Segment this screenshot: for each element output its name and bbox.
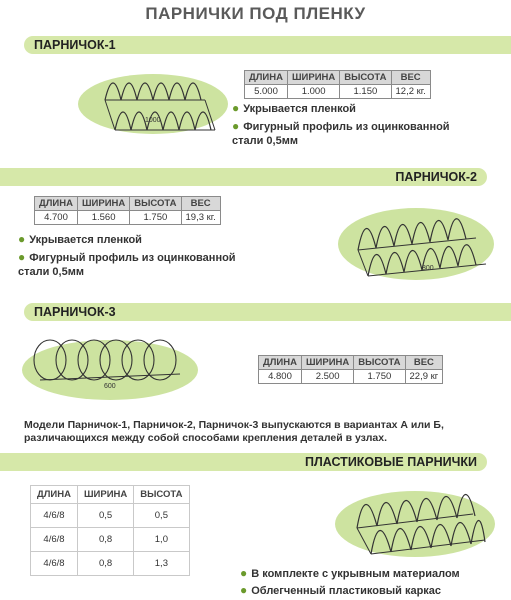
- bullet-plastic-2: ● Облегченный пластиковый каркас: [240, 583, 442, 597]
- section-band-p3: [24, 303, 511, 321]
- bullet-p2-1: ● Укрывается пленкой: [18, 232, 142, 246]
- header-height: ВЫСОТА: [340, 71, 391, 85]
- header-width: ШИРИНА: [287, 71, 339, 85]
- header-width: ШИРИНА: [77, 197, 129, 211]
- greenhouse-illustration-p2: [336, 188, 498, 288]
- value-length: 4.700: [35, 211, 78, 225]
- table-row: [31, 528, 190, 552]
- bullet-dot-icon: ●: [240, 583, 248, 597]
- bullet-p1-2: ● Фигурный профиль из оцинкованной стали 0,5мм: [232, 119, 450, 147]
- spec-table-plastic: [30, 485, 190, 576]
- value-weight: 22,9 кг: [405, 370, 443, 384]
- header-width: ШИРИНА: [77, 486, 133, 504]
- value-width: 1.560: [77, 211, 129, 225]
- cell-length: 4/6/8: [31, 504, 78, 528]
- greenhouse-illustration-plastic: [333, 468, 498, 563]
- header-height: ВЫСОТА: [354, 356, 405, 370]
- value-width: 2.500: [301, 370, 353, 384]
- spec-table-p2: [34, 196, 221, 225]
- header-height: ВЫСОТА: [130, 197, 181, 211]
- value-weight: 12,2 кг.: [391, 85, 430, 99]
- header-weight: ВЕС: [391, 71, 430, 85]
- variants-note: Модели Парничок-1, Парничок-2, Парничок-3 выпускаются в вариантах А или Б, различающихся между собой способами крепления деталей в узлах.: [24, 419, 444, 444]
- spec-table-p3: [258, 355, 443, 384]
- header-length: ДЛИНА: [35, 197, 78, 211]
- bullet-p2-2: ● Фигурный профиль из оцинкованной стали 0,5мм: [18, 250, 236, 278]
- table-row: [31, 504, 190, 528]
- cell-height: 1,3: [134, 552, 189, 576]
- header-weight: ВЕС: [405, 356, 443, 370]
- header-height: ВЫСОТА: [134, 486, 189, 504]
- bullet-p1-1: ● Укрывается пленкой: [232, 101, 356, 115]
- bullet-dot-icon: ●: [240, 566, 248, 580]
- value-width: 1.000: [287, 85, 339, 99]
- section-heading-plastic: ПЛАСТИКОВЫЕ ПАРНИЧКИ: [305, 455, 477, 469]
- spec-table-p1: [244, 70, 431, 99]
- section-heading-p3: ПАРНИЧОК-3: [34, 305, 116, 319]
- bullet-dot-icon: ●: [232, 101, 240, 115]
- table-row: [31, 552, 190, 576]
- bullet-dot-icon: ●: [18, 232, 26, 246]
- cell-width: 0,8: [77, 528, 133, 552]
- value-height: 1.750: [130, 211, 181, 225]
- header-length: ДЛИНА: [259, 356, 302, 370]
- dim-label-p2: 800: [422, 265, 434, 272]
- value-height: 1.150: [340, 85, 391, 99]
- section-band-p2: [0, 168, 487, 186]
- greenhouse-illustration-p3: [20, 330, 200, 405]
- section-heading-p2: ПАРНИЧОК-2: [395, 170, 477, 184]
- header-length: ДЛИНА: [245, 71, 288, 85]
- value-height: 1.750: [354, 370, 405, 384]
- bullet-dot-icon: ●: [18, 250, 26, 264]
- dim-label-p3: 600: [104, 383, 116, 390]
- cell-width: 0,5: [77, 504, 133, 528]
- section-heading-p1: ПАРНИЧОК-1: [34, 38, 116, 52]
- value-length: 5.000: [245, 85, 288, 99]
- dim-label-p1: 1000: [145, 117, 161, 124]
- value-weight: 19,3 кг.: [181, 211, 220, 225]
- cell-height: 0,5: [134, 504, 189, 528]
- bullet-dot-icon: ●: [232, 119, 240, 133]
- value-length: 4.800: [259, 370, 302, 384]
- greenhouse-illustration-p1: [75, 60, 230, 140]
- page-title: ПАРНИЧКИ ПОД ПЛЕНКУ: [145, 4, 366, 23]
- cell-length: 4/6/8: [31, 528, 78, 552]
- cell-width: 0,8: [77, 552, 133, 576]
- cell-length: 4/6/8: [31, 552, 78, 576]
- section-band-p1: [24, 36, 511, 54]
- header-width: ШИРИНА: [301, 356, 353, 370]
- cell-height: 1,0: [134, 528, 189, 552]
- header-length: ДЛИНА: [31, 486, 78, 504]
- header-weight: ВЕС: [181, 197, 220, 211]
- bullet-plastic-1: ● В комплекте с укрывным материалом: [240, 566, 460, 580]
